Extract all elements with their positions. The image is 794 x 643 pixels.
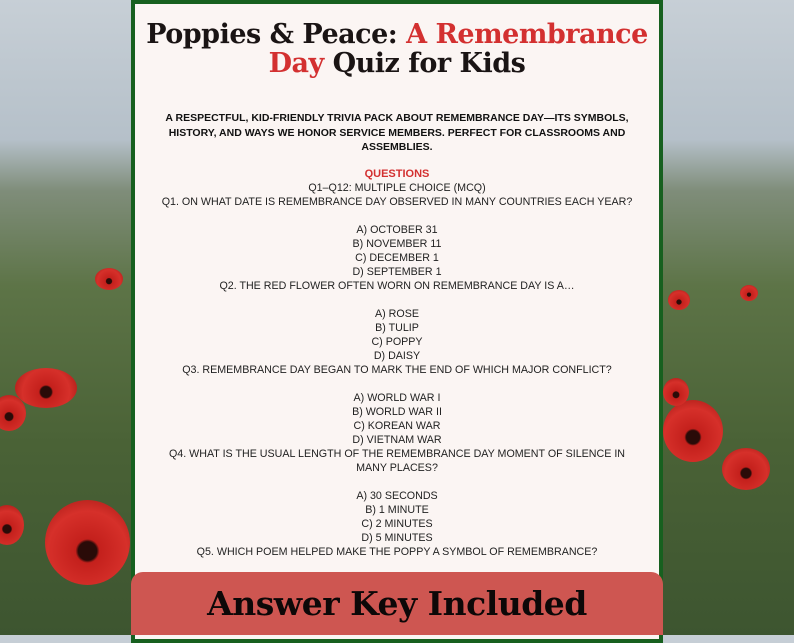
spacer (135, 209, 659, 223)
banner-text: Answer Key Included (207, 584, 587, 623)
spacer (135, 377, 659, 391)
answer-option: B) TULIP (375, 321, 419, 334)
title-highlight: Day (268, 48, 324, 79)
title-part: Quiz for Kids (323, 48, 526, 79)
poppy-flower (722, 448, 770, 490)
poppy-flower (663, 400, 723, 462)
answer-option: D) SEPTEMBER 1 (352, 265, 442, 278)
poppy-flower (668, 290, 690, 310)
answer-option: A) WORLD WAR I (353, 391, 441, 404)
question-text: Q1. ON WHAT DATE IS REMEMBRANCE DAY OBSERVED IN MANY COUNTRIES EACH YEAR? (161, 195, 633, 208)
answer-option: A) ROSE (375, 307, 419, 320)
answer-option: D) VIETNAM WAR (352, 433, 442, 446)
answer-option: A) OCTOBER 31 (356, 223, 438, 236)
answer-option: C) 2 MINUTES (361, 517, 433, 530)
answer-option: D) DAISY (373, 349, 421, 362)
title-highlight: A Remembrance (406, 19, 648, 50)
answer-option: B) 1 MINUTE (365, 503, 429, 516)
poppy-flower (740, 285, 758, 301)
answer-option: A) 30 SECONDS (356, 489, 438, 502)
page-title (135, 20, 659, 78)
poppy-flower (0, 505, 24, 545)
intro-text: A RESPECTFUL, KID-FRIENDLY TRIVIA PACK ABOUT REMEMBRANCE DAY—ITS SYMBOLS, HISTORY, AND WAYS WE HONOR SERVICE MEMBERS. PERFECT FOR CLASSROOMS AND ASSEMBLIES. (165, 112, 629, 153)
answer-option: B) NOVEMBER 11 (352, 237, 442, 250)
questions-list (135, 181, 659, 559)
question-text: Q4. WHAT IS THE USUAL LENGTH OF THE REMEMBRANCE DAY MOMENT OF SILENCE IN MANY PLACES? (168, 447, 626, 474)
question-text: Q5. WHICH POEM HELPED MAKE THE POPPY A SYMBOL OF REMEMBRANCE? (196, 545, 598, 558)
question-text: Q3. REMEMBRANCE DAY BEGAN TO MARK THE END OF WHICH MAJOR CONFLICT? (182, 363, 612, 376)
poppy-flower (663, 378, 689, 406)
answer-option: C) KOREAN WAR (353, 419, 441, 432)
answer-key-banner (131, 572, 663, 635)
title-part: Poppies & Peace: (146, 19, 407, 50)
section-label: Q1–Q12: MULTIPLE CHOICE (MCQ) (308, 181, 486, 194)
spacer (135, 475, 659, 489)
poppy-flower (45, 500, 130, 585)
questions-heading: QUESTIONS (364, 167, 430, 180)
answer-option: C) DECEMBER 1 (355, 251, 439, 264)
answer-option: B) WORLD WAR II (352, 405, 442, 418)
quiz-preview-page (131, 0, 663, 643)
answer-option: C) POPPY (371, 335, 423, 348)
spacer (135, 293, 659, 307)
answer-option: D) 5 MINUTES (361, 531, 433, 544)
poppy-flower (15, 368, 77, 408)
question-text: Q2. THE RED FLOWER OFTEN WORN ON REMEMBRANCE DAY IS A… (219, 279, 575, 292)
poppy-flower (95, 268, 123, 290)
